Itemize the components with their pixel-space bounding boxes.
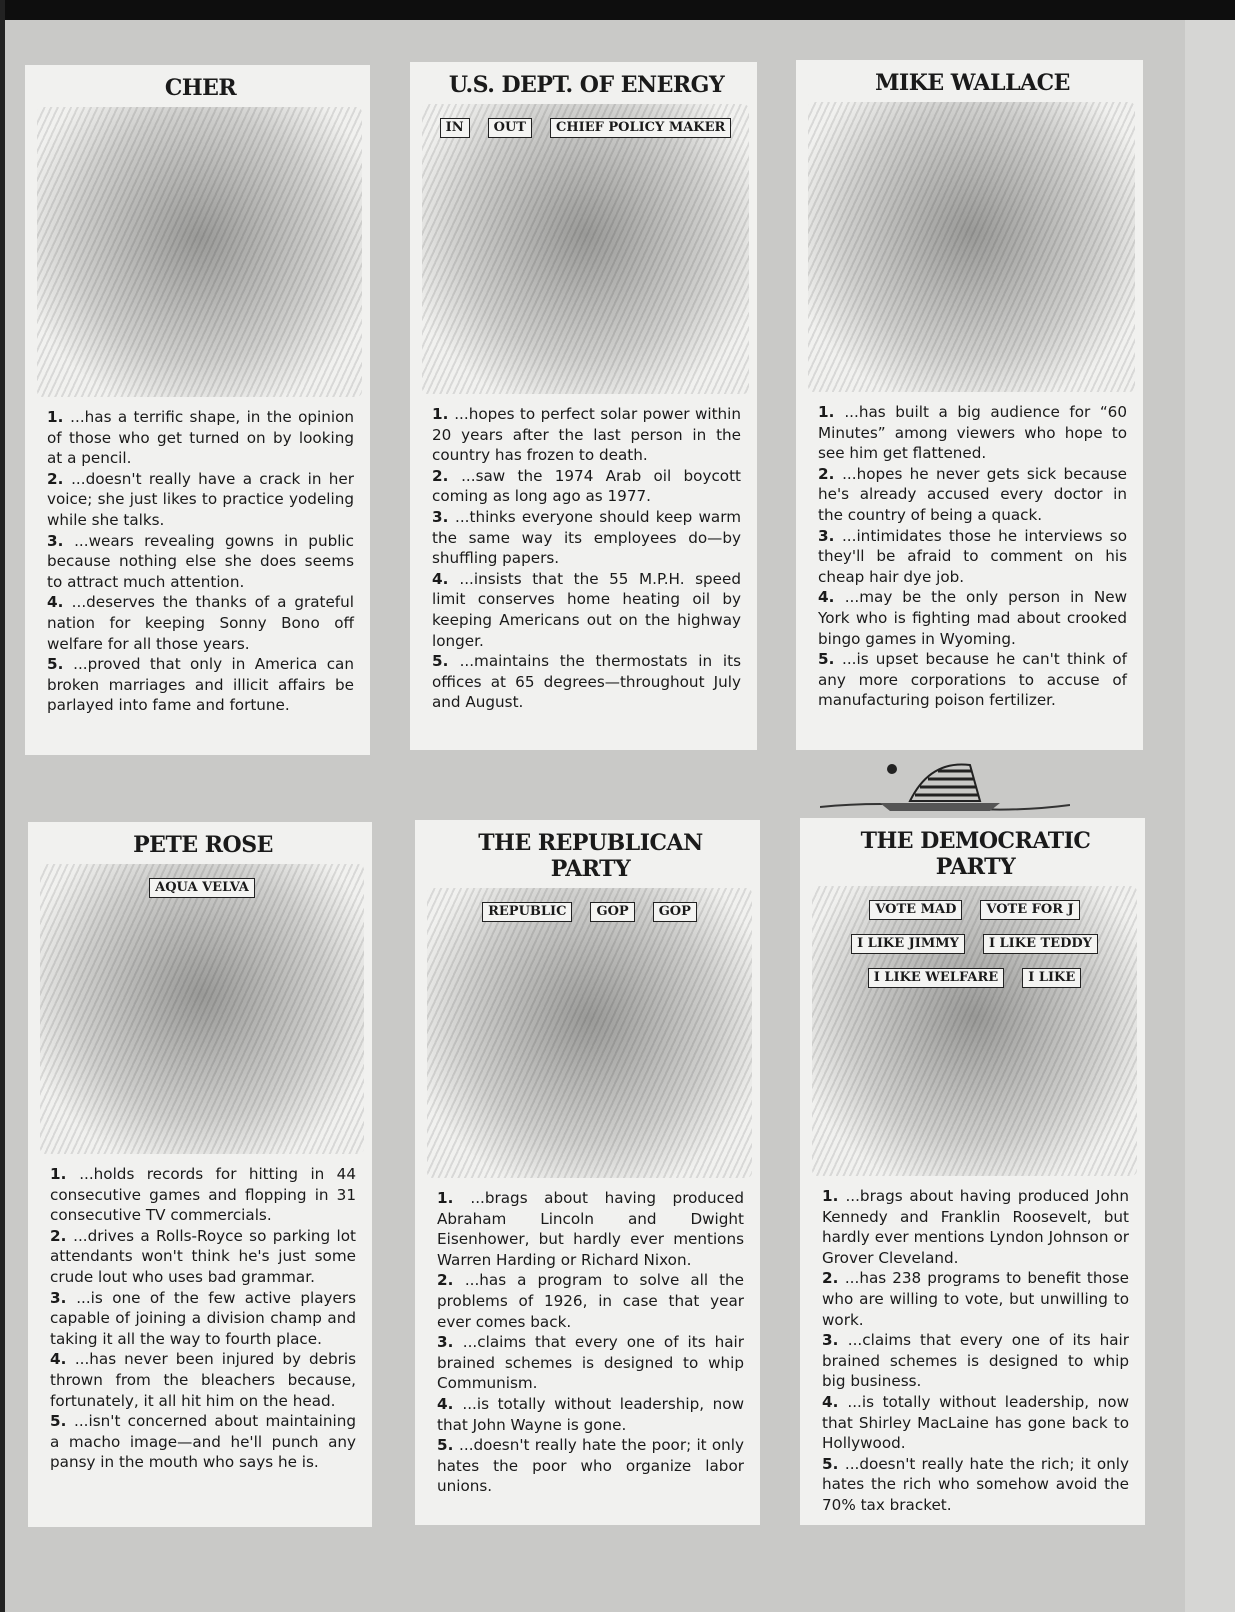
joke-number: 3. [818,526,842,545]
joke-number: 2. [822,1269,845,1288]
joke-item [50,1411,356,1473]
joke-number: 1. [50,1165,80,1183]
joke-number: 4. [50,1350,75,1369]
illustration-sign: REPUBLIC [482,902,572,922]
joke-text: ...isn't concerned about maintaining a macho image—and he'll punch any pansy in the mouth who says he is. [50,1412,356,1472]
joke-text: ...deserves the thanks of a grateful nation for keeping Sonny Bono off welfare for all those years. [47,593,355,653]
card-title: THE REPUBLICAN PARTY [478,830,703,882]
joke-number: 2. [818,464,843,483]
card-u-s-dept-of-energy [410,62,757,750]
joke-number: 4. [47,593,72,612]
joke-number: 4. [437,1394,463,1413]
card-title: THE DEMOCRATIC PARTY [860,828,1091,880]
joke-text: ...brags about having produced Abraham Lincoln and Dwight Eisenhower, but hardly ever mentions Warren Harding or Richard Nixon. [437,1189,744,1269]
card-cher [25,65,370,755]
caricature-illustration [808,102,1135,392]
card-title: U.S. DEPT. OF ENERGY [448,72,725,98]
card-mike-wallace [796,60,1143,750]
illustration-sign: I LIKE TEDDY [983,934,1098,954]
joke-number: 1. [432,405,455,423]
joke-text: ...is one of the few active players capable of joining a division champ and taking it all the way to fourth place. [50,1288,356,1348]
joke-number: 4. [432,569,460,588]
illustration-sign: CHIEF POLICY MAKER [550,118,731,138]
joke-number: 4. [822,1392,848,1411]
joke-number: 5. [432,652,460,671]
card-the-republican-party [415,820,760,1525]
joke-number: 3. [47,531,75,550]
illustration-sign: IN [440,118,470,138]
joke-text: ...brags about having produced John Kennedy and Franklin Roosevelt, but hardly ever mentions Lyndon Johnson or Grover Cleveland. [822,1187,1129,1267]
joke-text: ...doesn't really hate the poor; it only hates the poor who organize labor unions. [437,1436,744,1496]
joke-number: 2. [50,1226,74,1245]
joke-item [50,1349,356,1411]
joke-number: 4. [818,588,845,607]
joke-list [437,1188,744,1497]
joke-item [818,526,1127,588]
joke-text: ...has never been injured by debris thrown from the bleachers because, fortunately, it all hit him on the head. [50,1350,356,1410]
joke-text: ...is totally without leadership, now that John Wayne is gone. [437,1394,744,1434]
joke-text: ...hopes he never gets sick because he's already accused every doctor in the country of being a quack. [818,464,1128,524]
joke-item [432,404,741,466]
joke-text: ...wears revealing gowns in public because nothing else she does seems to attract much attention. [47,531,354,591]
caricature-illustration [812,886,1137,1176]
joke-item [432,569,741,651]
joke-item [822,1330,1129,1392]
card-title: CHER [164,75,237,101]
joke-number: 2. [432,466,462,485]
joke-item [818,464,1127,526]
joke-number: 5. [818,650,842,669]
illustration-sign: I LIKE JIMMY [851,934,965,954]
joke-item [47,407,354,469]
joke-text: ...saw the 1974 Arab oil boycott coming as long ago as 1977. [432,466,742,506]
illustration-sign: VOTE FOR J [980,900,1079,920]
illustration-sign: VOTE MAD [869,900,962,920]
joke-item [50,1164,356,1226]
joke-list [432,404,741,713]
illustration-sign: AQUA VELVA [149,878,255,898]
joke-item [818,587,1127,649]
joke-item [47,654,354,716]
joke-item [50,1288,356,1350]
caricature-illustration [37,107,362,397]
joke-item [818,402,1127,464]
joke-number: 2. [47,469,72,488]
joke-number: 3. [822,1331,848,1350]
joke-list [822,1186,1129,1516]
caricature-illustration [427,888,752,1178]
illustration-signs [432,118,739,138]
joke-text: ...claims that every one of its hair brained schemes is designed to whip big business. [822,1331,1129,1391]
joke-item [47,469,354,531]
joke-item [437,1394,744,1435]
joke-number: 1. [818,403,845,421]
joke-text: ...proved that only in America can broken marriages and illicit affairs be parlayed into fame and fortune. [47,655,354,715]
page-left-border [0,0,5,1612]
illustration-sign: I LIKE [1022,968,1081,988]
joke-text: ...has built a big audience for “60 Minutes” among viewers who hope to see him get flattened. [818,403,1128,463]
joke-text: ...hopes to perfect solar power within 20 years after the last person in the country has frozen to death. [432,405,742,465]
joke-number: 1. [47,408,71,426]
joke-item [822,1392,1129,1454]
joke-number: 1. [437,1189,471,1207]
joke-text: ...claims that every one of its hair brained schemes is designed to whip Communism. [437,1333,744,1393]
joke-text: ...maintains the thermostats in its offices at 65 degrees—throughout July and August. [432,652,741,712]
illustration-signs [822,900,1127,988]
joke-item [437,1188,744,1270]
joke-text: ...has a program to solve all the problems of 1926, in case that year ever comes back. [437,1271,744,1331]
joke-text: ...insists that the 55 M.P.H. speed limit conserves home heating oil by keeping Americans out on the highway longer. [432,569,741,650]
page-top-border [0,0,1235,20]
viking-ship-illustration [820,755,1070,815]
joke-number: 3. [432,507,455,526]
illustration-sign: I LIKE WELFARE [868,968,1004,988]
joke-item [822,1454,1129,1516]
joke-item [437,1270,744,1332]
joke-item [437,1332,744,1394]
joke-list [818,402,1127,711]
illustration-sign: GOP [653,902,697,922]
joke-item [818,649,1127,711]
joke-text: ...intimidates those he interviews so they'll be afraid to comment on his cheap hair dye job. [818,526,1127,586]
card-the-democratic-party [800,818,1145,1525]
joke-number: 3. [50,1288,77,1307]
joke-number: 1. [822,1187,846,1205]
joke-item [432,507,741,569]
joke-list [47,407,354,716]
joke-text: ...has 238 programs to benefit those who are willing to vote, but unwilling to work. [822,1269,1130,1329]
joke-item [47,531,354,593]
joke-text: ...holds records for hitting in 44 consecutive games and flopping in 31 consecutive TV commercials. [50,1165,356,1225]
joke-text: ...doesn't really hate the rich; it only hates the rich who somehow avoid the 70% tax bracket. [822,1454,1129,1514]
joke-text: ...doesn't really have a crack in her voice; she just likes to practice yodeling while she talks. [47,469,355,529]
joke-number: 5. [822,1454,845,1473]
joke-number: 5. [50,1412,75,1431]
illustration-sign: GOP [590,902,634,922]
joke-number: 2. [437,1271,465,1290]
card-title: MIKE WALLACE [875,70,1070,96]
caricature-illustration [422,104,749,394]
joke-number: 5. [47,655,74,674]
joke-item [822,1268,1129,1330]
joke-number: 5. [437,1436,460,1455]
joke-item [432,466,741,507]
joke-item [432,651,741,713]
joke-text: ...is upset because he can't think of any more corporations to accuse of manufacturing poison fertilizer. [818,650,1128,710]
joke-text: ...thinks everyone should keep warm the same way its employees do—by shuffling papers. [432,507,741,568]
joke-item [50,1226,356,1288]
card-title: PETE ROSE [133,832,273,858]
joke-text: ...is totally without leadership, now that Shirley MacLaine has gone back to Hollywood. [822,1392,1129,1453]
illustration-signs [50,878,354,898]
joke-item [437,1435,744,1497]
illustration-signs [437,902,742,922]
illustration-sign: OUT [488,118,532,138]
joke-item [47,592,354,654]
joke-text: ...has a terrific shape, in the opinion of those who get turned on by looking at a pencil. [47,408,354,468]
page-right-margin [1185,20,1235,1612]
joke-number: 3. [437,1333,463,1352]
joke-list [50,1164,356,1473]
caricature-illustration [40,864,364,1154]
joke-text: ...may be the only person in New York who is fighting mad about crooked bingo games in Wyoming. [818,588,1127,648]
card-pete-rose [28,822,372,1527]
joke-text: ...drives a Rolls-Royce so parking lot attendants won't think he's just some crude lout who uses bad grammar. [50,1226,357,1286]
joke-item [822,1186,1129,1268]
